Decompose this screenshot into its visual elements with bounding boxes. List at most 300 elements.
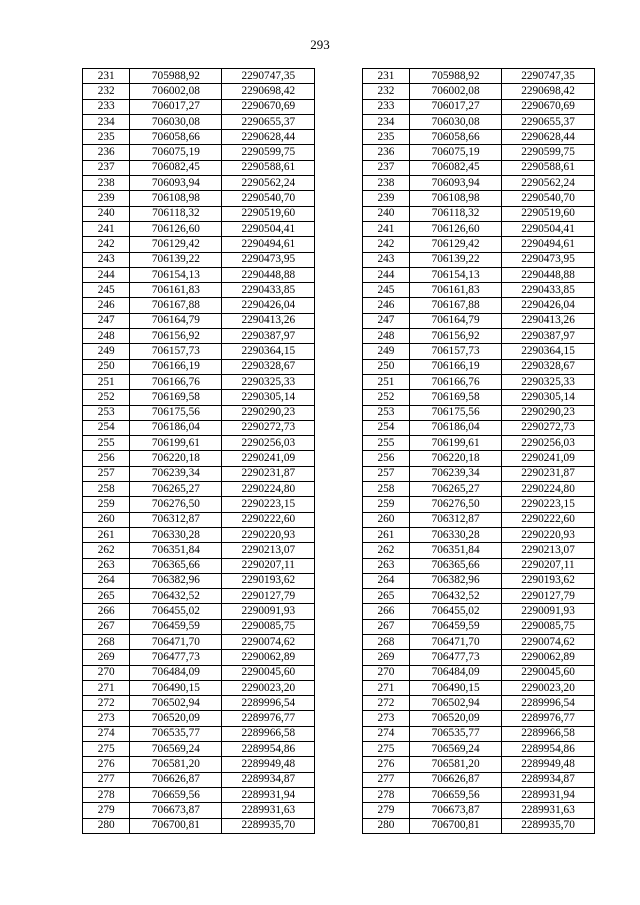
column-gap bbox=[315, 329, 362, 344]
column-gap bbox=[315, 604, 362, 619]
y-coordinate-cell: 2290599,75 bbox=[502, 145, 595, 160]
y-coordinate-cell: 2290224,80 bbox=[502, 482, 595, 497]
point-number-cell: 239 bbox=[83, 191, 130, 206]
y-coordinate-cell: 2290223,15 bbox=[222, 497, 315, 512]
point-number-cell: 258 bbox=[83, 482, 130, 497]
table-row bbox=[83, 267, 595, 282]
x-coordinate-cell: 706330,28 bbox=[410, 527, 502, 542]
x-coordinate-cell: 706082,45 bbox=[130, 160, 222, 175]
y-coordinate-cell: 2290504,41 bbox=[222, 221, 315, 236]
table-row bbox=[83, 436, 595, 451]
y-coordinate-cell: 2290091,93 bbox=[502, 604, 595, 619]
point-number-cell: 255 bbox=[362, 436, 409, 451]
y-coordinate-cell: 2290413,26 bbox=[222, 313, 315, 328]
y-coordinate-cell: 2290540,70 bbox=[222, 191, 315, 206]
point-number-cell: 250 bbox=[83, 359, 130, 374]
x-coordinate-cell: 706167,88 bbox=[410, 298, 502, 313]
table-row bbox=[83, 99, 595, 114]
column-gap bbox=[315, 344, 362, 359]
column-gap bbox=[315, 711, 362, 726]
point-number-cell: 263 bbox=[83, 558, 130, 573]
y-coordinate-cell: 2290213,07 bbox=[502, 543, 595, 558]
y-coordinate-cell: 2290062,89 bbox=[222, 650, 315, 665]
x-coordinate-cell: 706455,02 bbox=[130, 604, 222, 619]
x-coordinate-cell: 706166,76 bbox=[130, 374, 222, 389]
point-number-cell: 243 bbox=[83, 252, 130, 267]
point-number-cell: 262 bbox=[362, 543, 409, 558]
point-number-cell: 232 bbox=[83, 84, 130, 99]
column-gap bbox=[315, 512, 362, 527]
column-gap bbox=[315, 650, 362, 665]
table-row bbox=[83, 344, 595, 359]
point-number-cell: 243 bbox=[362, 252, 409, 267]
point-number-cell: 280 bbox=[362, 818, 409, 833]
point-number-cell: 279 bbox=[362, 803, 409, 818]
point-number-cell: 252 bbox=[362, 390, 409, 405]
column-gap bbox=[315, 619, 362, 634]
column-gap bbox=[315, 527, 362, 542]
point-number-cell: 280 bbox=[83, 818, 130, 833]
point-number-cell: 264 bbox=[362, 573, 409, 588]
table-row bbox=[83, 252, 595, 267]
x-coordinate-cell: 706199,61 bbox=[410, 436, 502, 451]
y-coordinate-cell: 2289996,54 bbox=[222, 696, 315, 711]
x-coordinate-cell: 706166,76 bbox=[410, 374, 502, 389]
column-gap bbox=[315, 114, 362, 129]
x-coordinate-cell: 706276,50 bbox=[410, 497, 502, 512]
point-number-cell: 246 bbox=[362, 298, 409, 313]
x-coordinate-cell: 706490,15 bbox=[130, 680, 222, 695]
column-gap bbox=[315, 69, 362, 84]
table-row bbox=[83, 589, 595, 604]
y-coordinate-cell: 2290325,33 bbox=[222, 374, 315, 389]
y-coordinate-cell: 2290448,88 bbox=[222, 267, 315, 282]
point-number-cell: 277 bbox=[83, 772, 130, 787]
x-coordinate-cell: 706239,34 bbox=[410, 466, 502, 481]
y-coordinate-cell: 2290494,61 bbox=[222, 237, 315, 252]
table-row bbox=[83, 298, 595, 313]
table-row bbox=[83, 130, 595, 145]
y-coordinate-cell: 2290272,73 bbox=[222, 420, 315, 435]
table-row bbox=[83, 359, 595, 374]
x-coordinate-cell: 706126,60 bbox=[130, 221, 222, 236]
point-number-cell: 234 bbox=[83, 114, 130, 129]
point-number-cell: 254 bbox=[83, 420, 130, 435]
x-coordinate-cell: 706673,87 bbox=[130, 803, 222, 818]
point-number-cell: 240 bbox=[83, 206, 130, 221]
x-coordinate-cell: 706108,98 bbox=[410, 191, 502, 206]
point-number-cell: 267 bbox=[362, 619, 409, 634]
point-number-cell: 248 bbox=[362, 329, 409, 344]
point-number-cell: 269 bbox=[83, 650, 130, 665]
column-gap bbox=[315, 374, 362, 389]
y-coordinate-cell: 2289976,77 bbox=[222, 711, 315, 726]
point-number-cell: 237 bbox=[362, 160, 409, 175]
column-gap bbox=[315, 252, 362, 267]
y-coordinate-cell: 2289949,48 bbox=[502, 757, 595, 772]
table-row bbox=[83, 420, 595, 435]
y-coordinate-cell: 2290241,09 bbox=[222, 451, 315, 466]
table-row bbox=[83, 390, 595, 405]
x-coordinate-cell: 706365,66 bbox=[130, 558, 222, 573]
x-coordinate-cell: 706477,73 bbox=[130, 650, 222, 665]
x-coordinate-cell: 706075,19 bbox=[130, 145, 222, 160]
x-coordinate-cell: 706351,84 bbox=[410, 543, 502, 558]
point-number-cell: 270 bbox=[83, 665, 130, 680]
table-row bbox=[83, 527, 595, 542]
x-coordinate-cell: 706161,83 bbox=[410, 283, 502, 298]
point-number-cell: 264 bbox=[83, 573, 130, 588]
point-number-cell: 253 bbox=[83, 405, 130, 420]
point-number-cell: 244 bbox=[362, 267, 409, 282]
column-gap bbox=[315, 84, 362, 99]
point-number-cell: 277 bbox=[362, 772, 409, 787]
point-number-cell: 249 bbox=[83, 344, 130, 359]
coordinates-table bbox=[82, 68, 595, 834]
x-coordinate-cell: 705988,92 bbox=[410, 69, 502, 84]
y-coordinate-cell: 2290655,37 bbox=[502, 114, 595, 129]
column-gap bbox=[315, 634, 362, 649]
x-coordinate-cell: 706312,87 bbox=[130, 512, 222, 527]
point-number-cell: 252 bbox=[83, 390, 130, 405]
point-number-cell: 242 bbox=[362, 237, 409, 252]
point-number-cell: 278 bbox=[362, 787, 409, 802]
y-coordinate-cell: 2289976,77 bbox=[502, 711, 595, 726]
point-number-cell: 272 bbox=[83, 696, 130, 711]
point-number-cell: 271 bbox=[83, 680, 130, 695]
x-coordinate-cell: 706129,42 bbox=[410, 237, 502, 252]
x-coordinate-cell: 706459,59 bbox=[410, 619, 502, 634]
y-coordinate-cell: 2290655,37 bbox=[222, 114, 315, 129]
y-coordinate-cell: 2290207,11 bbox=[502, 558, 595, 573]
x-coordinate-cell: 706700,81 bbox=[410, 818, 502, 833]
y-coordinate-cell: 2290433,85 bbox=[222, 283, 315, 298]
column-gap bbox=[315, 145, 362, 160]
x-coordinate-cell: 706166,19 bbox=[130, 359, 222, 374]
point-number-cell: 234 bbox=[362, 114, 409, 129]
point-number-cell: 261 bbox=[83, 527, 130, 542]
y-coordinate-cell: 2290062,89 bbox=[502, 650, 595, 665]
point-number-cell: 268 bbox=[362, 634, 409, 649]
y-coordinate-cell: 2289966,58 bbox=[222, 726, 315, 741]
y-coordinate-cell: 2289949,48 bbox=[222, 757, 315, 772]
column-gap bbox=[315, 573, 362, 588]
point-number-cell: 273 bbox=[362, 711, 409, 726]
column-gap bbox=[315, 160, 362, 175]
point-number-cell: 274 bbox=[83, 726, 130, 741]
point-number-cell: 233 bbox=[362, 99, 409, 114]
page-number: 293 bbox=[310, 37, 330, 52]
x-coordinate-cell: 706351,84 bbox=[130, 543, 222, 558]
table-row bbox=[83, 482, 595, 497]
point-number-cell: 244 bbox=[83, 267, 130, 282]
point-number-cell: 242 bbox=[83, 237, 130, 252]
x-coordinate-cell: 706626,87 bbox=[410, 772, 502, 787]
x-coordinate-cell: 706093,94 bbox=[410, 176, 502, 191]
y-coordinate-cell: 2290231,87 bbox=[222, 466, 315, 481]
column-gap bbox=[315, 466, 362, 481]
point-number-cell: 266 bbox=[362, 604, 409, 619]
table-row bbox=[83, 818, 595, 833]
point-number-cell: 239 bbox=[362, 191, 409, 206]
point-number-cell: 233 bbox=[83, 99, 130, 114]
column-gap bbox=[315, 359, 362, 374]
y-coordinate-cell: 2290045,60 bbox=[502, 665, 595, 680]
x-coordinate-cell: 706058,66 bbox=[130, 130, 222, 145]
x-coordinate-cell: 706569,24 bbox=[130, 742, 222, 757]
y-coordinate-cell: 2290670,69 bbox=[502, 99, 595, 114]
y-coordinate-cell: 2290290,23 bbox=[222, 405, 315, 420]
y-coordinate-cell: 2290473,95 bbox=[502, 252, 595, 267]
column-gap bbox=[315, 283, 362, 298]
point-number-cell: 249 bbox=[362, 344, 409, 359]
column-gap bbox=[315, 803, 362, 818]
point-number-cell: 248 bbox=[83, 329, 130, 344]
point-number-cell: 247 bbox=[362, 313, 409, 328]
x-coordinate-cell: 706276,50 bbox=[130, 497, 222, 512]
point-number-cell: 251 bbox=[83, 374, 130, 389]
point-number-cell: 240 bbox=[362, 206, 409, 221]
point-number-cell: 275 bbox=[362, 742, 409, 757]
y-coordinate-cell: 2290241,09 bbox=[502, 451, 595, 466]
table-row bbox=[83, 803, 595, 818]
x-coordinate-cell: 706139,22 bbox=[410, 252, 502, 267]
x-coordinate-cell: 706432,52 bbox=[130, 589, 222, 604]
x-coordinate-cell: 706502,94 bbox=[130, 696, 222, 711]
point-number-cell: 258 bbox=[362, 482, 409, 497]
point-number-cell: 253 bbox=[362, 405, 409, 420]
table-row bbox=[83, 405, 595, 420]
y-coordinate-cell: 2289954,86 bbox=[502, 742, 595, 757]
point-number-cell: 269 bbox=[362, 650, 409, 665]
x-coordinate-cell: 706164,79 bbox=[130, 313, 222, 328]
y-coordinate-cell: 2290085,75 bbox=[222, 619, 315, 634]
point-number-cell: 276 bbox=[83, 757, 130, 772]
table-row bbox=[83, 497, 595, 512]
point-number-cell: 238 bbox=[83, 176, 130, 191]
y-coordinate-cell: 2290223,15 bbox=[502, 497, 595, 512]
y-coordinate-cell: 2290448,88 bbox=[502, 267, 595, 282]
y-coordinate-cell: 2289966,58 bbox=[502, 726, 595, 741]
table-row bbox=[83, 374, 595, 389]
column-gap bbox=[315, 130, 362, 145]
point-number-cell: 254 bbox=[362, 420, 409, 435]
column-gap bbox=[315, 787, 362, 802]
table-row bbox=[83, 634, 595, 649]
point-number-cell: 275 bbox=[83, 742, 130, 757]
x-coordinate-cell: 706265,27 bbox=[130, 482, 222, 497]
column-gap bbox=[315, 589, 362, 604]
x-coordinate-cell: 706002,08 bbox=[410, 84, 502, 99]
x-coordinate-cell: 706471,70 bbox=[410, 634, 502, 649]
table-row bbox=[83, 604, 595, 619]
x-coordinate-cell: 706118,32 bbox=[410, 206, 502, 221]
x-coordinate-cell: 706382,96 bbox=[410, 573, 502, 588]
column-gap bbox=[315, 420, 362, 435]
point-number-cell: 245 bbox=[362, 283, 409, 298]
x-coordinate-cell: 706154,13 bbox=[130, 267, 222, 282]
x-coordinate-cell: 706581,20 bbox=[130, 757, 222, 772]
column-gap bbox=[315, 436, 362, 451]
y-coordinate-cell: 2290305,14 bbox=[502, 390, 595, 405]
column-gap bbox=[315, 665, 362, 680]
point-number-cell: 246 bbox=[83, 298, 130, 313]
point-number-cell: 247 bbox=[83, 313, 130, 328]
x-coordinate-cell: 706169,58 bbox=[410, 390, 502, 405]
y-coordinate-cell: 2289996,54 bbox=[502, 696, 595, 711]
x-coordinate-cell: 706186,04 bbox=[130, 420, 222, 435]
y-coordinate-cell: 2289931,63 bbox=[222, 803, 315, 818]
y-coordinate-cell: 2290220,93 bbox=[502, 527, 595, 542]
point-number-cell: 232 bbox=[362, 84, 409, 99]
y-coordinate-cell: 2290473,95 bbox=[222, 252, 315, 267]
y-coordinate-cell: 2290328,67 bbox=[222, 359, 315, 374]
x-coordinate-cell: 706673,87 bbox=[410, 803, 502, 818]
y-coordinate-cell: 2289954,86 bbox=[222, 742, 315, 757]
x-coordinate-cell: 706700,81 bbox=[130, 818, 222, 833]
table-row bbox=[83, 69, 595, 84]
x-coordinate-cell: 706330,28 bbox=[130, 527, 222, 542]
table-row bbox=[83, 558, 595, 573]
x-coordinate-cell: 706581,20 bbox=[410, 757, 502, 772]
column-gap bbox=[315, 451, 362, 466]
x-coordinate-cell: 706082,45 bbox=[410, 160, 502, 175]
x-coordinate-cell: 706126,60 bbox=[410, 221, 502, 236]
x-coordinate-cell: 706471,70 bbox=[130, 634, 222, 649]
y-coordinate-cell: 2290193,62 bbox=[222, 573, 315, 588]
point-number-cell: 256 bbox=[83, 451, 130, 466]
y-coordinate-cell: 2290433,85 bbox=[502, 283, 595, 298]
x-coordinate-cell: 706166,19 bbox=[410, 359, 502, 374]
y-coordinate-cell: 2290588,61 bbox=[222, 160, 315, 175]
x-coordinate-cell: 706139,22 bbox=[130, 252, 222, 267]
x-coordinate-cell: 706161,83 bbox=[130, 283, 222, 298]
point-number-cell: 267 bbox=[83, 619, 130, 634]
coordinates-table-body bbox=[83, 69, 595, 834]
y-coordinate-cell: 2289931,63 bbox=[502, 803, 595, 818]
column-gap bbox=[315, 390, 362, 405]
table-row bbox=[83, 176, 595, 191]
x-coordinate-cell: 706459,59 bbox=[130, 619, 222, 634]
column-gap bbox=[315, 405, 362, 420]
y-coordinate-cell: 2290023,20 bbox=[222, 680, 315, 695]
x-coordinate-cell: 706157,73 bbox=[410, 344, 502, 359]
y-coordinate-cell: 2290364,15 bbox=[502, 344, 595, 359]
y-coordinate-cell: 2290305,14 bbox=[222, 390, 315, 405]
y-coordinate-cell: 2290628,44 bbox=[502, 130, 595, 145]
point-number-cell: 257 bbox=[362, 466, 409, 481]
x-coordinate-cell: 706265,27 bbox=[410, 482, 502, 497]
point-number-cell: 241 bbox=[362, 221, 409, 236]
y-coordinate-cell: 2290588,61 bbox=[502, 160, 595, 175]
y-coordinate-cell: 2290670,69 bbox=[222, 99, 315, 114]
y-coordinate-cell: 2290085,75 bbox=[502, 619, 595, 634]
table-row bbox=[83, 329, 595, 344]
y-coordinate-cell: 2290220,93 bbox=[222, 527, 315, 542]
point-number-cell: 251 bbox=[362, 374, 409, 389]
x-coordinate-cell: 706490,15 bbox=[410, 680, 502, 695]
point-number-cell: 271 bbox=[362, 680, 409, 695]
y-coordinate-cell: 2290562,24 bbox=[502, 176, 595, 191]
x-coordinate-cell: 706535,77 bbox=[410, 726, 502, 741]
x-coordinate-cell: 706569,24 bbox=[410, 742, 502, 757]
y-coordinate-cell: 2290504,41 bbox=[502, 221, 595, 236]
y-coordinate-cell: 2290256,03 bbox=[502, 436, 595, 451]
y-coordinate-cell: 2290426,04 bbox=[502, 298, 595, 313]
table-row bbox=[83, 772, 595, 787]
column-gap bbox=[315, 726, 362, 741]
y-coordinate-cell: 2290387,97 bbox=[222, 329, 315, 344]
table-row bbox=[83, 665, 595, 680]
table-row bbox=[83, 466, 595, 481]
y-coordinate-cell: 2290127,79 bbox=[502, 589, 595, 604]
x-coordinate-cell: 706156,92 bbox=[130, 329, 222, 344]
column-gap bbox=[315, 221, 362, 236]
x-coordinate-cell: 706175,56 bbox=[410, 405, 502, 420]
y-coordinate-cell: 2290747,35 bbox=[222, 69, 315, 84]
column-gap bbox=[315, 237, 362, 252]
x-coordinate-cell: 706520,09 bbox=[410, 711, 502, 726]
point-number-cell: 273 bbox=[83, 711, 130, 726]
y-coordinate-cell: 2290698,42 bbox=[222, 84, 315, 99]
column-gap bbox=[315, 543, 362, 558]
y-coordinate-cell: 2290426,04 bbox=[222, 298, 315, 313]
x-coordinate-cell: 706129,42 bbox=[130, 237, 222, 252]
table-row bbox=[83, 512, 595, 527]
table-row bbox=[83, 696, 595, 711]
x-coordinate-cell: 706058,66 bbox=[410, 130, 502, 145]
column-gap bbox=[315, 680, 362, 695]
point-number-cell: 236 bbox=[83, 145, 130, 160]
point-number-cell: 236 bbox=[362, 145, 409, 160]
point-number-cell: 250 bbox=[362, 359, 409, 374]
x-coordinate-cell: 705988,92 bbox=[130, 69, 222, 84]
table-row bbox=[83, 221, 595, 236]
point-number-cell: 259 bbox=[362, 497, 409, 512]
y-coordinate-cell: 2290599,75 bbox=[222, 145, 315, 160]
y-coordinate-cell: 2290328,67 bbox=[502, 359, 595, 374]
table-row bbox=[83, 313, 595, 328]
table-row bbox=[83, 237, 595, 252]
x-coordinate-cell: 706382,96 bbox=[130, 573, 222, 588]
point-number-cell: 279 bbox=[83, 803, 130, 818]
point-number-cell: 268 bbox=[83, 634, 130, 649]
y-coordinate-cell: 2290023,20 bbox=[502, 680, 595, 695]
point-number-cell: 231 bbox=[362, 69, 409, 84]
point-number-cell: 237 bbox=[83, 160, 130, 175]
table-row bbox=[83, 84, 595, 99]
y-coordinate-cell: 2290074,62 bbox=[222, 634, 315, 649]
point-number-cell: 272 bbox=[362, 696, 409, 711]
x-coordinate-cell: 706312,87 bbox=[410, 512, 502, 527]
x-coordinate-cell: 706167,88 bbox=[130, 298, 222, 313]
y-coordinate-cell: 2290222,60 bbox=[222, 512, 315, 527]
y-coordinate-cell: 2290364,15 bbox=[222, 344, 315, 359]
x-coordinate-cell: 706477,73 bbox=[410, 650, 502, 665]
table-row bbox=[83, 711, 595, 726]
point-number-cell: 259 bbox=[83, 497, 130, 512]
point-number-cell: 265 bbox=[83, 589, 130, 604]
point-number-cell: 266 bbox=[83, 604, 130, 619]
x-coordinate-cell: 706164,79 bbox=[410, 313, 502, 328]
point-number-cell: 276 bbox=[362, 757, 409, 772]
point-number-cell: 231 bbox=[83, 69, 130, 84]
table-row bbox=[83, 742, 595, 757]
y-coordinate-cell: 2289934,87 bbox=[502, 772, 595, 787]
y-coordinate-cell: 2290127,79 bbox=[222, 589, 315, 604]
column-gap bbox=[315, 696, 362, 711]
y-coordinate-cell: 2290213,07 bbox=[222, 543, 315, 558]
